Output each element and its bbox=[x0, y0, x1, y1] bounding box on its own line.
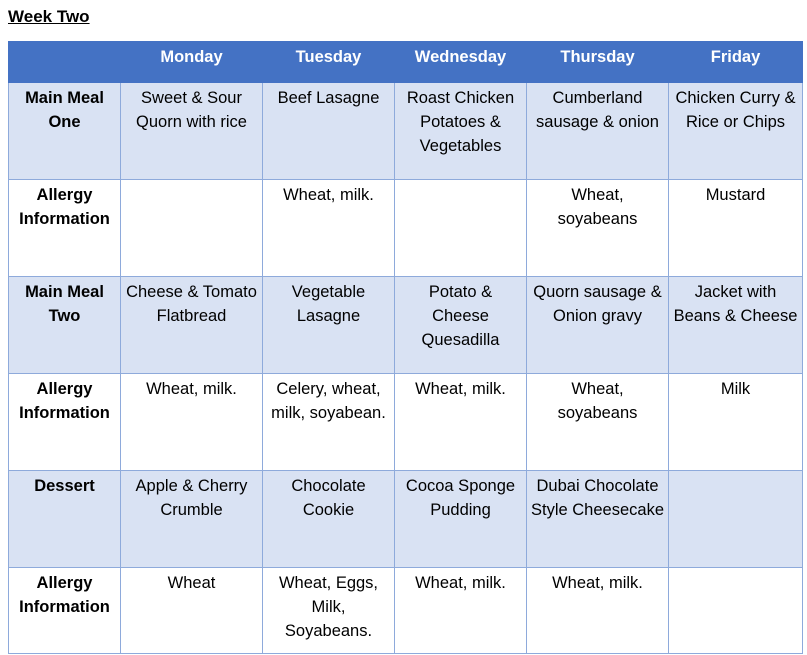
table-cell bbox=[395, 180, 527, 277]
table-cell: Wheat, milk. bbox=[395, 374, 527, 471]
table-cell: Jacket with Beans & Cheese bbox=[669, 277, 803, 374]
table-cell: Chicken Curry & Rice or Chips bbox=[669, 83, 803, 180]
table-row-allergy-2 bbox=[9, 374, 803, 471]
table-cell: Wheat, milk. bbox=[527, 568, 669, 654]
table-cell: Cocoa Sponge Pudding bbox=[395, 471, 527, 568]
table-cell bbox=[121, 180, 263, 277]
header-cell-corner bbox=[9, 42, 121, 83]
header-cell-wednesday: Wednesday bbox=[395, 42, 527, 83]
row-label: Main Meal One bbox=[9, 83, 121, 180]
table-cell: Wheat, Eggs, Milk, Soyabeans. bbox=[263, 568, 395, 654]
table-cell: Wheat, soyabeans bbox=[527, 180, 669, 277]
row-label: Allergy Information bbox=[9, 568, 121, 654]
table-row-allergy-3 bbox=[9, 568, 803, 654]
table-cell bbox=[669, 568, 803, 654]
header-cell-monday: Monday bbox=[121, 42, 263, 83]
table-row-dessert bbox=[9, 471, 803, 568]
table-row-main-meal-two bbox=[9, 277, 803, 374]
header-cell-thursday: Thursday bbox=[527, 42, 669, 83]
row-label: Allergy Information bbox=[9, 374, 121, 471]
table-row-main-meal-one bbox=[9, 83, 803, 180]
table-cell: Wheat, milk. bbox=[395, 568, 527, 654]
table-cell: Vegetable Lasagne bbox=[263, 277, 395, 374]
table-cell: Mustard bbox=[669, 180, 803, 277]
table-cell: Roast Chicken Potatoes & Vegetables bbox=[395, 83, 527, 180]
table-cell: Sweet & Sour Quorn with rice bbox=[121, 83, 263, 180]
row-label: Main Meal Two bbox=[9, 277, 121, 374]
page-title: Week Two bbox=[8, 7, 90, 26]
table-cell: Wheat, soyabeans bbox=[527, 374, 669, 471]
table-cell: Milk bbox=[669, 374, 803, 471]
table-cell: Dubai Chocolate Style Cheesecake bbox=[527, 471, 669, 568]
row-label: Allergy Information bbox=[9, 180, 121, 277]
row-label: Dessert bbox=[9, 471, 121, 568]
table-cell: Potato & Cheese Quesadilla bbox=[395, 277, 527, 374]
table-cell bbox=[669, 471, 803, 568]
header-cell-tuesday: Tuesday bbox=[263, 42, 395, 83]
table-cell: Celery, wheat, milk, soyabean. bbox=[263, 374, 395, 471]
table-cell: Apple & Cherry Crumble bbox=[121, 471, 263, 568]
table-cell: Beef Lasagne bbox=[263, 83, 395, 180]
menu-table bbox=[8, 41, 803, 654]
header-cell-friday: Friday bbox=[669, 42, 803, 83]
header-row bbox=[9, 42, 803, 83]
table-cell: Wheat bbox=[121, 568, 263, 654]
table-cell: Chocolate Cookie bbox=[263, 471, 395, 568]
table-cell: Cheese & Tomato Flatbread bbox=[121, 277, 263, 374]
table-cell: Wheat, milk. bbox=[121, 374, 263, 471]
table-cell: Wheat, milk. bbox=[263, 180, 395, 277]
table-cell: Quorn sausage & Onion gravy bbox=[527, 277, 669, 374]
table-cell: Cumberland sausage & onion bbox=[527, 83, 669, 180]
table-row-allergy-1 bbox=[9, 180, 803, 277]
